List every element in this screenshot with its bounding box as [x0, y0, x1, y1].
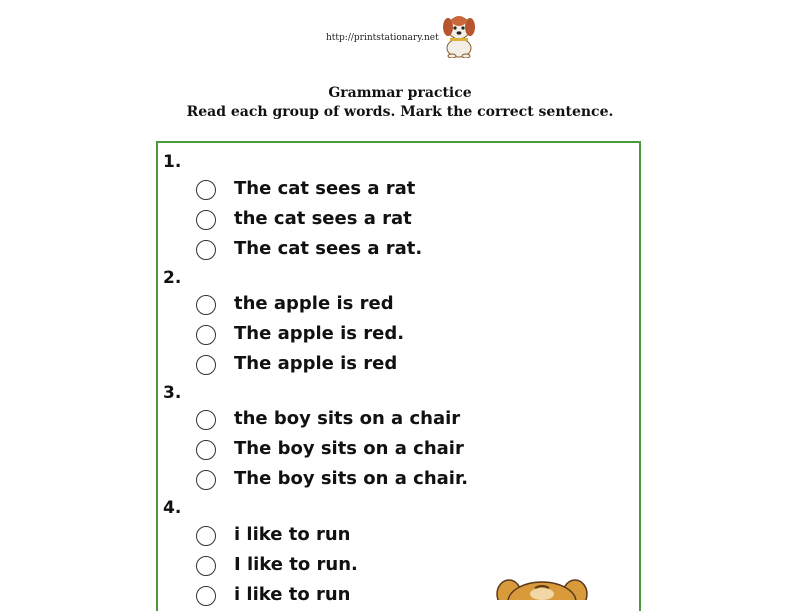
worksheet-instructions: Read each group of words. Mark the correct sentence.	[186, 104, 614, 120]
option-label: the apple is red	[234, 293, 394, 314]
site-url: http://printstationary.net	[326, 33, 439, 43]
radio-button[interactable]	[196, 556, 216, 576]
option-label: The boy sits on a chair	[234, 438, 464, 459]
dog-logo-icon	[438, 12, 480, 58]
question-number: 4.	[163, 498, 182, 518]
radio-button[interactable]	[196, 470, 216, 490]
radio-button[interactable]	[196, 410, 216, 430]
question-number: 2.	[163, 268, 182, 288]
radio-button[interactable]	[196, 210, 216, 230]
option-label: The cat sees a rat.	[234, 238, 423, 259]
option-label: The apple is red.	[234, 323, 405, 344]
radio-button[interactable]	[196, 586, 216, 606]
radio-button[interactable]	[196, 180, 216, 200]
question-number: 1.	[163, 152, 182, 172]
option-label: the boy sits on a chair	[234, 408, 461, 429]
radio-button[interactable]	[196, 325, 216, 345]
option-label: i like to run	[234, 524, 351, 545]
radio-button[interactable]	[196, 240, 216, 260]
title-block	[0, 84, 800, 122]
radio-button[interactable]	[196, 355, 216, 375]
radio-button[interactable]	[196, 295, 216, 315]
option-label: the cat sees a rat	[234, 208, 412, 229]
option-label: I like to run.	[234, 554, 358, 575]
worksheet-title: Grammar practice	[328, 85, 472, 101]
option-label: The apple is red	[234, 353, 398, 374]
option-label: i like to run	[234, 584, 351, 605]
dog-illustration-icon	[495, 578, 589, 600]
radio-button[interactable]	[196, 440, 216, 460]
radio-button[interactable]	[196, 526, 216, 546]
question-number: 3.	[163, 383, 182, 403]
option-label: The boy sits on a chair.	[234, 468, 469, 489]
option-label: The cat sees a rat	[234, 178, 416, 199]
